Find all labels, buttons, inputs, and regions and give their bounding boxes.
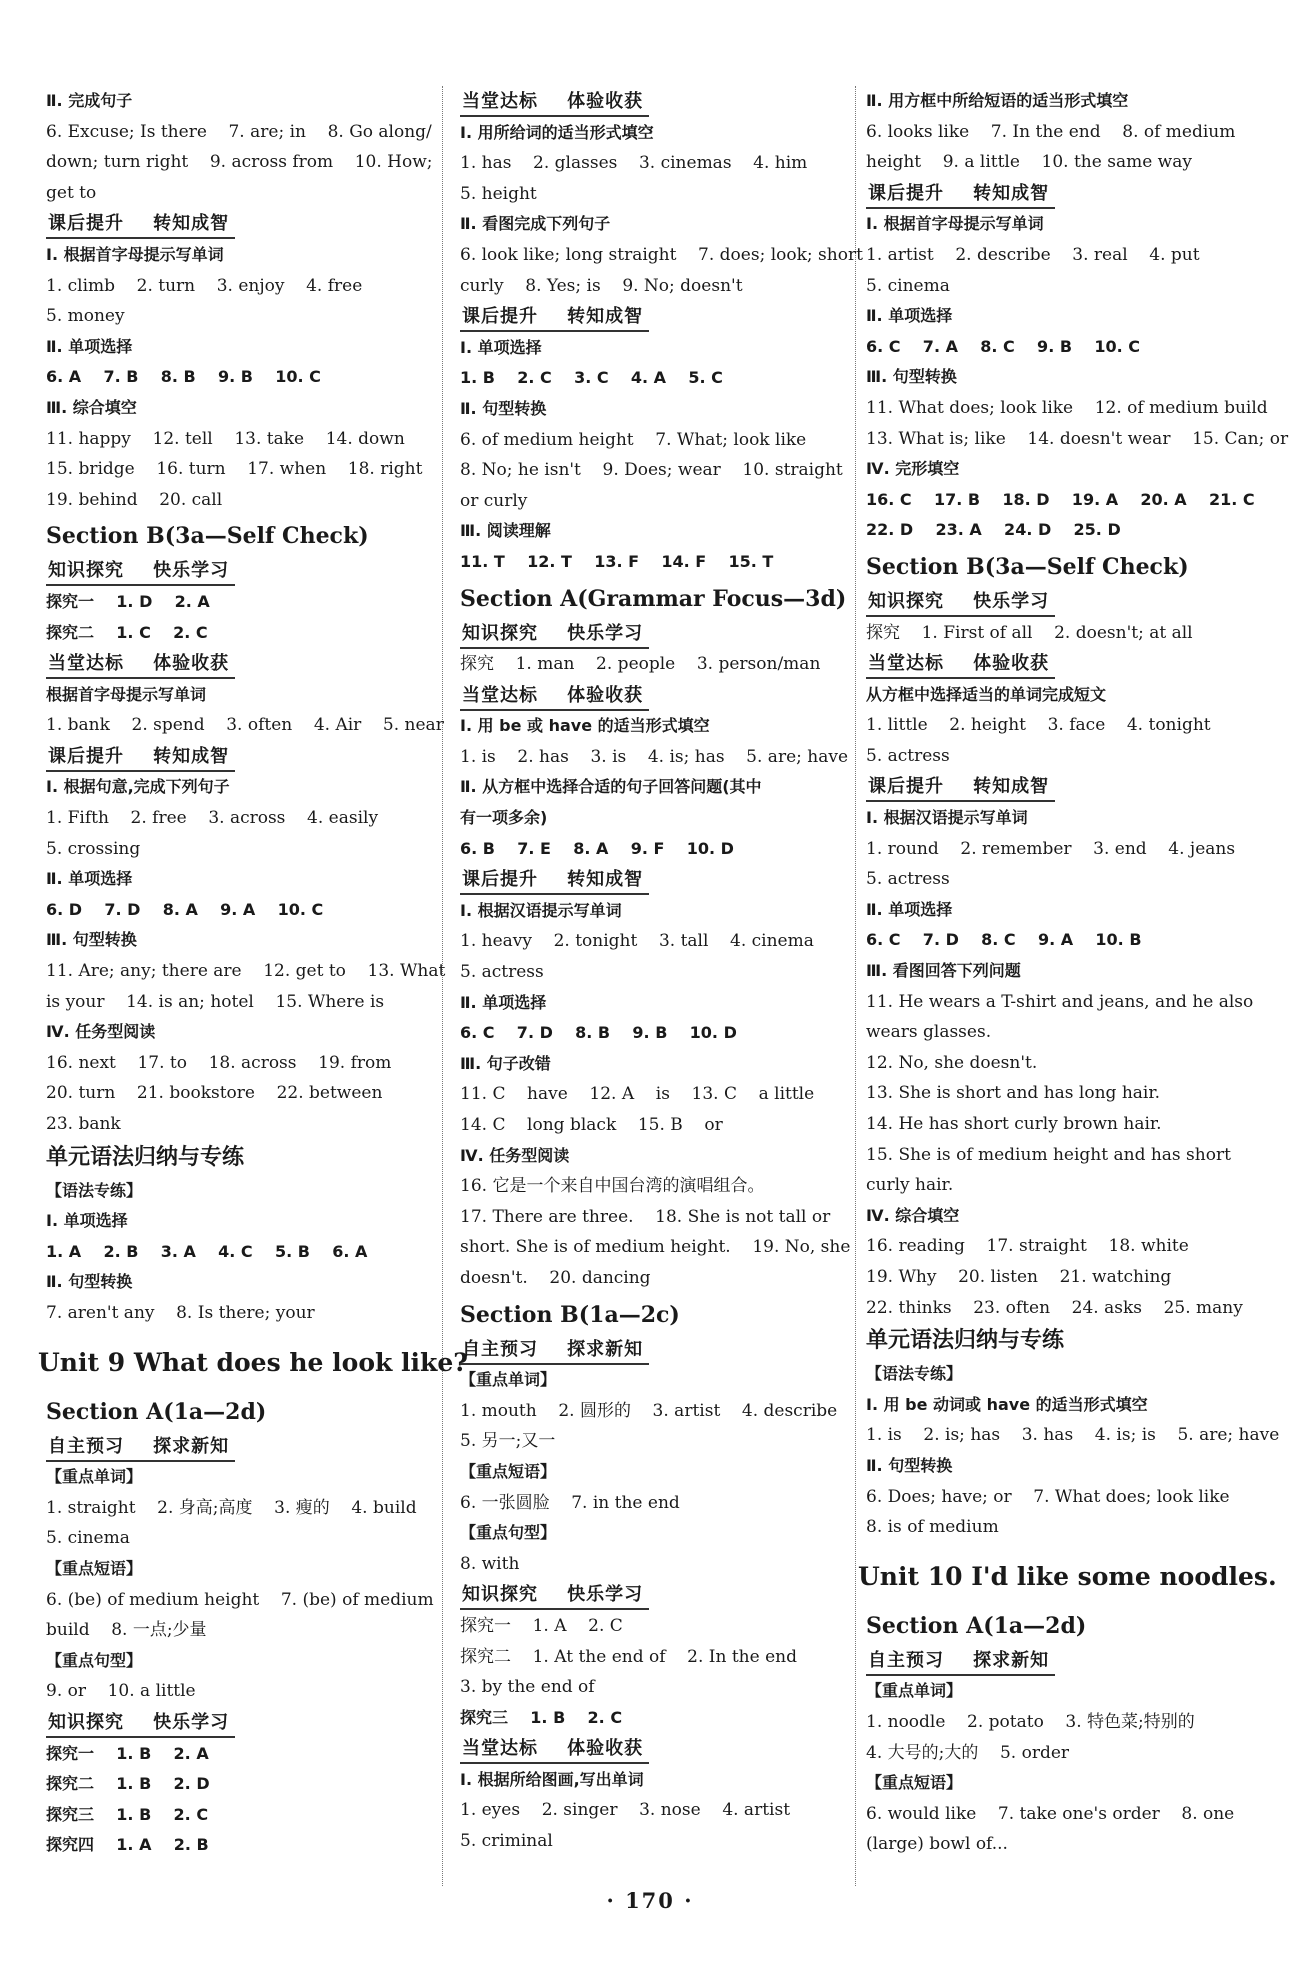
exercise-heading: Ⅰ. 根据所给图画,写出单词 — [460, 1769, 644, 1789]
answer-line: 探究三 1. B 2. C — [46, 1804, 209, 1824]
answer-line: 1. eyes 2. singer 3. nose 4. artist — [460, 1800, 791, 1821]
section-banner: 自主预习 探求新知 — [46, 1433, 235, 1462]
section-title: Section A(1a—2d) — [866, 1612, 1087, 1639]
section-banner: 课后提升 转知成智 — [46, 210, 235, 239]
answer-line: 8. No; he isn't 9. Does; wear 10. straight — [460, 460, 843, 481]
answer-line: 19. Why 20. listen 21. watching — [866, 1266, 1172, 1287]
answer-line: 1. has 2. glasses 3. cinemas 4. him — [460, 153, 808, 174]
answer-line: 3. by the end of — [460, 1677, 595, 1698]
exercise-heading: 有一项多余) — [460, 808, 548, 828]
section-banner-row — [460, 1579, 850, 1611]
exercise-heading: Ⅱ. 单项选择 — [46, 869, 133, 889]
section-banner-row — [866, 771, 1260, 803]
answer-line: 1. is 2. is; has 3. has 4. is; is 5. are; have — [866, 1425, 1280, 1446]
answer-line: 探究一 1. A 2. C — [460, 1615, 623, 1636]
unit-title: Unit 9 What does he look like? — [38, 1347, 468, 1377]
exercise-heading: Ⅱ. 单项选择 — [866, 306, 953, 326]
exercise-heading: Ⅳ. 完形填空 — [866, 459, 960, 479]
section-banner: 知识探究 快乐学习 — [460, 620, 649, 649]
section-banner-row — [46, 1707, 436, 1739]
answer-line: 探究一 1. B 2. A — [46, 1743, 209, 1763]
answer-line: 16. C 17. B 18. D 19. A 20. A 21. C — [866, 489, 1255, 509]
answer-line: 20. turn 21. bookstore 22. between — [46, 1083, 383, 1104]
grammar-heading: 单元语法归纳与专练 — [46, 1144, 245, 1170]
answer-line: 5. cinema — [46, 1528, 130, 1549]
exercise-heading: 【重点单词】 — [46, 1467, 143, 1487]
answer-line: 11. T 12. T 13. F 14. F 15. T — [460, 551, 774, 571]
answer-line: 15. She is of medium height and has short — [866, 1144, 1231, 1165]
answer-line: 5. actress — [866, 745, 950, 766]
answer-line: 探究 1. man 2. people 3. person/man — [460, 654, 821, 675]
section-banner-row — [866, 1645, 1260, 1677]
section-banner: 知识探究 快乐学习 — [866, 588, 1055, 617]
exercise-heading: Ⅰ. 单项选择 — [46, 1211, 128, 1231]
answer-line: 11. C have 12. A is 13. C a little — [460, 1084, 815, 1105]
answer-line: 5. crossing — [46, 838, 141, 859]
exercise-heading: Ⅰ. 根据汉语提示写单词 — [460, 900, 622, 920]
section-banner-row — [460, 618, 850, 650]
answer-line: 7. aren't any 8. Is there; your — [46, 1302, 315, 1323]
answer-line: 6. looks like 7. In the end 8. of medium — [866, 121, 1236, 142]
answer-line: 1. Fifth 2. free 3. across 4. easily — [46, 808, 379, 829]
exercise-heading: Ⅱ. 单项选择 — [460, 992, 547, 1012]
section-banner-row — [46, 648, 436, 680]
section-banner: 课后提升 转知成智 — [46, 743, 235, 772]
answer-line: 1. B 2. C 3. C 4. A 5. C — [460, 368, 723, 388]
answer-line: 6. Does; have; or 7. What does; look like — [866, 1486, 1230, 1507]
grammar-heading: 单元语法归纳与专练 — [866, 1328, 1065, 1354]
section-banner-row — [46, 741, 436, 773]
answer-line: curly 8. Yes; is 9. No; doesn't — [460, 275, 743, 296]
section-title: Section A(1a—2d) — [46, 1398, 267, 1425]
section-banner: 课后提升 转知成智 — [866, 180, 1055, 209]
section-banner: 当堂达标 体验收获 — [460, 1735, 649, 1764]
exercise-heading: Ⅱ. 句型转换 — [866, 1455, 953, 1475]
answer-line: 6. of medium height 7. What; look like — [460, 429, 807, 450]
answer-line: 11. happy 12. tell 13. take 14. down — [46, 428, 405, 449]
exercise-heading: Ⅲ. 综合填空 — [46, 397, 137, 417]
answer-line: 5. money — [46, 306, 125, 327]
answer-line: 16. 它是一个来自中国台湾的演唱组合。 — [460, 1176, 765, 1197]
answer-line: 17. There are three. 18. She is not tall or — [460, 1206, 831, 1227]
section-banner: 当堂达标 体验收获 — [46, 650, 235, 679]
section-banner: 自主预习 探求新知 — [460, 1336, 649, 1365]
section-banner: 知识探究 快乐学习 — [46, 557, 235, 586]
answer-line: or curly — [460, 490, 528, 511]
section-banner: 知识探究 快乐学习 — [460, 1581, 649, 1610]
exercise-heading: Ⅰ. 根据汉语提示写单词 — [866, 808, 1028, 828]
answer-line: 探究四 1. A 2. B — [46, 1835, 209, 1855]
answer-line: wears glasses. — [866, 1022, 992, 1043]
answer-line: 13. She is short and has long hair. — [866, 1083, 1161, 1104]
section-title: Section B(1a—2c) — [460, 1301, 680, 1328]
answer-line: 8. is of medium — [866, 1517, 999, 1538]
answer-line: 1. straight 2. 身高;高度 3. 瘦的 4. build — [46, 1497, 417, 1518]
answer-line: 8. with — [460, 1553, 520, 1574]
exercise-heading: Ⅰ. 根据首字母提示写单词 — [866, 214, 1044, 234]
exercise-heading: 【重点短语】 — [866, 1773, 963, 1793]
section-banner-row — [460, 1334, 850, 1366]
answer-line: 16. reading 17. straight 18. white — [866, 1236, 1189, 1257]
answer-line: 23. bank — [46, 1114, 121, 1134]
column-divider — [442, 86, 443, 1886]
answer-line: 5. criminal — [460, 1831, 553, 1852]
exercise-heading: Ⅱ. 单项选择 — [46, 336, 133, 356]
section-banner: 当堂达标 体验收获 — [460, 88, 649, 117]
section-banner-row — [46, 1431, 436, 1463]
answer-line: height 9. a little 10. the same way — [866, 152, 1192, 173]
answer-line: 6. B 7. E 8. A 9. F 10. D — [460, 838, 734, 858]
answer-line: 1. is 2. has 3. is 4. is; has 5. are; have — [460, 746, 849, 767]
answer-line: 22. thinks 23. often 24. asks 25. many — [866, 1297, 1243, 1318]
answer-line: (large) bowl of... — [866, 1834, 1008, 1855]
exercise-heading: Ⅰ. 单项选择 — [460, 337, 542, 357]
answer-line: 探究 1. First of all 2. doesn't; at all — [866, 622, 1193, 643]
answer-line: 6. 一张圆脸 7. in the end — [460, 1492, 680, 1513]
answer-column-3 — [858, 86, 1289, 1860]
section-banner-row — [866, 178, 1260, 210]
answer-line: 6. A 7. B 8. B 9. B 10. C — [46, 367, 321, 387]
answer-line: 11. He wears a T-shirt and jeans, and he also — [866, 991, 1254, 1012]
answer-line: 13. What is; like 14. doesn't wear 15. Can; or — [866, 428, 1289, 449]
exercise-heading: Ⅰ. 用 be 或 have 的适当形式填空 — [460, 716, 710, 736]
answer-line: 6. Excuse; Is there 7. are; in 8. Go along/ — [46, 121, 432, 142]
section-banner: 自主预习 探求新知 — [866, 1647, 1055, 1676]
section-banner-row — [866, 648, 1260, 680]
section-banner-row — [460, 864, 850, 896]
column-divider — [855, 86, 856, 1886]
answer-line: 5. cinema — [866, 275, 950, 296]
answer-line: 1. A 2. B 3. A 4. C 5. B 6. A — [46, 1241, 368, 1261]
answer-line: 1. artist 2. describe 3. real 4. put — [866, 244, 1200, 265]
answer-line: 11. Are; any; there are 12. get to 13. What — [46, 961, 446, 982]
answer-line: 1. noodle 2. potato 3. 特色菜;特别的 — [866, 1711, 1195, 1732]
answer-line: doesn't. 20. dancing — [460, 1267, 651, 1288]
section-title: Section B(3a—Self Check) — [866, 553, 1189, 580]
section-banner-row — [460, 680, 850, 712]
answer-line: curly hair. — [866, 1175, 954, 1196]
exercise-heading: 从方框中选择适当的单词完成短文 — [866, 684, 1107, 704]
answer-line: 15. bridge 16. turn 17. when 18. right — [46, 459, 423, 480]
answer-line: 探究二 1. C 2. C — [46, 622, 208, 642]
exercise-heading: Ⅱ. 完成句子 — [46, 91, 133, 110]
exercise-heading: 根据首字母提示写单词 — [46, 684, 207, 704]
unit-title: Unit 10 I'd like some noodles. — [858, 1561, 1277, 1591]
exercise-heading: Ⅳ. 任务型阅读 — [460, 1145, 570, 1165]
section-banner-row — [460, 1733, 850, 1765]
exercise-heading: Ⅰ. 根据句意,完成下列句子 — [46, 777, 230, 797]
answer-line: short. She is of medium height. 19. No, she — [460, 1237, 851, 1258]
answer-line: down; turn right 9. across from 10. How; — [46, 152, 433, 173]
answer-line: 探究二 1. At the end of 2. In the end — [460, 1646, 797, 1667]
answer-line: 6. D 7. D 8. A 9. A 10. C — [46, 899, 324, 919]
section-banner: 知识探究 快乐学习 — [46, 1709, 235, 1738]
answer-line: 9. or 10. a little — [46, 1681, 196, 1702]
answer-line: 探究三 1. B 2. C — [460, 1707, 623, 1727]
answer-line: 5. height — [460, 183, 537, 204]
exercise-heading: Ⅰ. 用所给词的适当形式填空 — [460, 122, 654, 142]
answer-line: 6. would like 7. take one's order 8. one — [866, 1803, 1235, 1824]
answer-column-2 — [460, 86, 863, 1857]
answer-line: 6. C 7. A 8. C 9. B 10. C — [866, 336, 1140, 356]
answer-line: 14. C long black 15. B or — [460, 1115, 723, 1135]
section-banner: 当堂达标 体验收获 — [866, 650, 1055, 679]
exercise-heading: Ⅱ. 单项选择 — [866, 899, 953, 919]
answer-line: 16. next 17. to 18. across 19. from — [46, 1052, 392, 1073]
section-banner-row — [460, 301, 850, 333]
answer-column-1 — [38, 86, 468, 1861]
answer-line: 11. What does; look like 12. of medium build — [866, 397, 1268, 418]
answer-line: 6. C 7. D 8. C 9. A 10. B — [866, 930, 1142, 950]
answer-line: build 8. 一点;少量 — [46, 1620, 207, 1641]
section-title: Section B(3a—Self Check) — [46, 523, 369, 550]
section-banner: 课后提升 转知成智 — [866, 773, 1055, 802]
exercise-heading: Ⅲ. 看图回答下列问题 — [866, 961, 1021, 981]
answer-line: 探究一 1. D 2. A — [46, 591, 210, 611]
section-banner-row — [46, 555, 436, 587]
exercise-heading: Ⅳ. 任务型阅读 — [46, 1022, 156, 1042]
exercise-heading: Ⅱ. 从方框中选择合适的句子回答问题(其中 — [460, 777, 762, 797]
section-title: Section A(Grammar Focus—3d) — [460, 585, 847, 612]
answer-line: 探究二 1. B 2. D — [46, 1774, 210, 1794]
answer-line: 6. (be) of medium height 7. (be) of medium — [46, 1589, 434, 1610]
exercise-heading: Ⅲ. 句型转换 — [46, 930, 137, 950]
answer-line: 1. climb 2. turn 3. enjoy 4. free — [46, 275, 363, 296]
exercise-heading: 【重点短语】 — [46, 1558, 143, 1578]
exercise-heading: 【重点句型】 — [46, 1650, 143, 1670]
exercise-heading: 【重点单词】 — [460, 1370, 557, 1390]
exercise-heading: Ⅰ. 用 be 动词或 have 的适当形式填空 — [866, 1394, 1148, 1414]
answer-line: 5. 另一;又一 — [460, 1431, 556, 1452]
answer-line: 1. little 2. height 3. face 4. tonight — [866, 715, 1211, 736]
exercise-heading: Ⅱ. 句型转换 — [46, 1272, 133, 1292]
exercise-heading: 【重点短语】 — [460, 1461, 557, 1481]
answer-line: 14. He has short curly brown hair. — [866, 1114, 1162, 1134]
answer-line: get to — [46, 182, 97, 203]
section-banner: 课后提升 转知成智 — [460, 303, 649, 332]
answer-line: 6. C 7. D 8. B 9. B 10. D — [460, 1023, 737, 1043]
exercise-heading: 【重点单词】 — [866, 1681, 963, 1701]
exercise-heading: Ⅲ. 句子改错 — [460, 1053, 551, 1073]
answer-line: 12. No, she doesn't. — [866, 1052, 1038, 1073]
exercise-heading: Ⅲ. 阅读理解 — [460, 521, 551, 541]
exercise-heading: 【重点句型】 — [460, 1523, 557, 1543]
answer-line: 5. actress — [460, 962, 544, 983]
exercise-heading: Ⅰ. 根据首字母提示写单词 — [46, 244, 224, 264]
answer-line: 22. D 23. A 24. D 25. D — [866, 520, 1121, 540]
section-banner-row — [46, 208, 436, 240]
exercise-heading: Ⅱ. 句型转换 — [460, 398, 547, 418]
answer-line: 4. 大号的;大的 5. order — [866, 1742, 1070, 1763]
section-banner-row — [460, 86, 850, 118]
answer-line: 1. bank 2. spend 3. often 4. Air 5. near — [46, 715, 444, 736]
section-banner-row — [866, 586, 1260, 618]
exercise-heading: Ⅱ. 用方框中所给短语的适当形式填空 — [866, 91, 1129, 110]
answer-line: 1. heavy 2. tonight 3. tall 4. cinema — [460, 931, 814, 952]
answer-line: 19. behind 20. call — [46, 489, 223, 510]
section-banner: 课后提升 转知成智 — [460, 866, 649, 895]
answer-line: 5. actress — [866, 869, 950, 890]
section-banner: 当堂达标 体验收获 — [460, 682, 649, 711]
answer-line: 6. look like; long straight 7. does; look; short — [460, 244, 863, 265]
page-number: · 170 · — [606, 1888, 694, 1913]
exercise-heading: Ⅳ. 综合填空 — [866, 1205, 960, 1225]
answer-line: is your 14. is an; hotel 15. Where is — [46, 991, 385, 1012]
exercise-heading: Ⅲ. 句型转换 — [866, 367, 957, 387]
answer-line: 1. mouth 2. 圆形的 3. artist 4. describe — [460, 1400, 838, 1421]
exercise-heading: 【语法专练】 — [866, 1364, 963, 1384]
answer-line: 1. round 2. remember 3. end 4. jeans — [866, 838, 1236, 859]
exercise-heading: 【语法专练】 — [46, 1180, 143, 1200]
exercise-heading: Ⅱ. 看图完成下列句子 — [460, 214, 611, 234]
